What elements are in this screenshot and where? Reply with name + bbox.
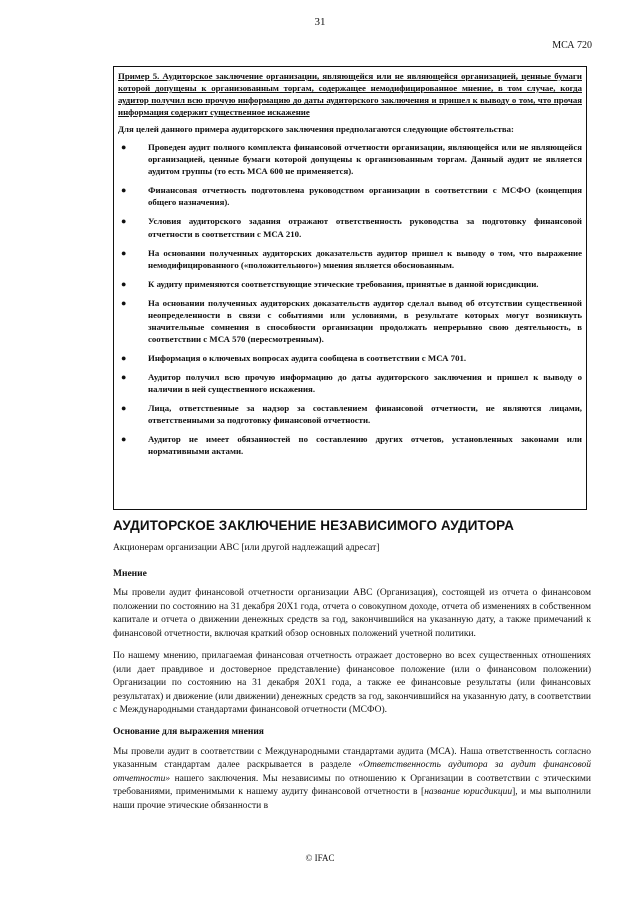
footer-copyright: © IFAC bbox=[305, 853, 335, 863]
list-item-text: Аудитор не имеет обязанностей по составлению других отчетов, установленных законами или нормативными актами. bbox=[148, 434, 582, 457]
bullet-icon: ● bbox=[121, 216, 127, 227]
jurisdiction-placeholder: название юрисдикции bbox=[424, 787, 513, 798]
document-code: МСА 720 bbox=[552, 40, 592, 51]
list-item bbox=[118, 247, 582, 271]
list-item bbox=[118, 433, 582, 457]
bullet-icon: ● bbox=[121, 371, 127, 382]
bullet-icon: ● bbox=[121, 403, 127, 414]
bullet-icon: ● bbox=[121, 297, 127, 308]
list-item-text: Условия аудиторского задания отражают ответственность руководства за подготовку финансовой отчетности в соответствии с МСА 210. bbox=[148, 216, 582, 239]
opinion-paragraph-2: По нашему мнению, прилагаемая финансовая отчетность отражает достоверно во всех существенных отношениях (или дает правдивое и достоверное представление) финансовое положение (или о финансовом положении) Организации по состоянию на 31 декабря 20Х1 года, а также ее финансовые результаты (или финансовых результатах) и движение (или движении) денежных средств за год, закончившийся на указанную дату, в соответствии с Международными стандартами финансовой отчетности (МСФО). bbox=[113, 651, 591, 715]
list-item bbox=[118, 402, 582, 426]
list-item-text: Лица, ответственные за надзор за составлением финансовой отчетности, не являются лицами, ответственными за подготовку финансовой отчетности. bbox=[148, 403, 582, 426]
list-item-text: Информация о ключевых вопросах аудита сообщена в соответствии с МСА 701. bbox=[148, 352, 467, 363]
example-title: Пример 5. Аудиторское заключение организации, являющейся или не являющейся организацией, ценные бумаги которой допущены к организованным торгам, содержащее немодифицированное мнение, в том случае, когда аудитор получил всю прочую информацию до даты аудиторского заключения и пришел к выводу о том, что прочая информация содержит существенное искажение bbox=[118, 71, 582, 118]
auditor-report bbox=[113, 516, 591, 822]
basis-paragraph bbox=[113, 746, 591, 813]
basis-heading: Основание для выражения мнения bbox=[113, 727, 264, 738]
list-item bbox=[118, 141, 582, 177]
bullet-icon: ● bbox=[121, 434, 127, 445]
list-item bbox=[118, 215, 582, 239]
list-item-text: К аудиту применяются соответствующие этические требования, принятые в данной юрисдикции. bbox=[148, 278, 539, 289]
bullet-icon: ● bbox=[121, 142, 127, 153]
report-title: АУДИТОРСКОЕ ЗАКЛЮЧЕНИЕ НЕЗАВИСИМОГО АУДИТОРА bbox=[113, 518, 514, 533]
basis-text-3: ], и мы выполнили наши прочие этические обязанности в bbox=[113, 787, 592, 811]
example-box bbox=[113, 66, 587, 510]
bullet-icon: ● bbox=[121, 278, 127, 289]
basis-text-1: Мы провели аудит в соответствии с Международными стандартами аудита (МСА). Наша ответственность согласно указанным стандартам далее раскрывается в разделе bbox=[113, 746, 591, 771]
list-item-text: Аудитор получил всю прочую информацию до даты аудиторского заключения и пришел к выводу о наличии в ней существенного искажения. bbox=[148, 371, 582, 394]
list-item-text: На основании полученных аудиторских доказательств аудитор пришел к выводу о том, что выражение немодифицированного («положительного») мнения является обоснованным. bbox=[148, 247, 582, 270]
list-item bbox=[118, 278, 582, 290]
list-item-text: Проведен аудит полного комплекта финансовой отчетности организации, являющейся или не являющейся организацией, ценные бумаги которой допущены к организованным торгам. Данный аудит не является аудитом группы (то есть МСА 600 не применяется). bbox=[148, 142, 582, 177]
basis-section-reference: «Ответственность аудитора за аудит финансовой отчетности» bbox=[113, 760, 591, 784]
basis-text-2: нашего заключения. Мы независимы по отношению к Организации в соответствии с этическими требованиями, применимыми к нашему аудиту финансовой отчетности в [ bbox=[113, 773, 591, 798]
list-item bbox=[118, 352, 582, 364]
list-item bbox=[118, 297, 582, 345]
list-item bbox=[118, 371, 582, 395]
page-number: 31 bbox=[314, 16, 326, 28]
bullet-icon: ● bbox=[121, 247, 127, 258]
addressee: Акционерам организации АВС [или другой надлежащий адресат] bbox=[113, 543, 380, 554]
list-item-text: Финансовая отчетность подготовлена руководством организации в соответствии с МСФО (концепция общего назначения). bbox=[148, 185, 582, 208]
list-item bbox=[118, 184, 582, 208]
opinion-paragraph-1: Мы провели аудит финансовой отчетности организации АВС (Организация), состоящей из отчета о финансовом положении по состоянию на 31 декабря 20Х1 года, отчета о совокупном доходе, отчета об изменениях в собственном капитале и отчета о движении денежных средств за год, закончившийся на указанную дату, а также примечаний к финансовой отчетности, включая краткий обзор основных положений учетной политики. bbox=[113, 588, 591, 639]
example-intro: Для целей данного примера аудиторского заключения предполагаются следующие обстоятельства: bbox=[118, 124, 514, 135]
bullet-icon: ● bbox=[121, 352, 127, 363]
opinion-heading: Мнение bbox=[113, 568, 147, 579]
circumstances-list bbox=[118, 141, 582, 457]
list-item-text: На основании полученных аудиторских доказательств аудитор сделал вывод об отсутствии существенной неопределенности в связи с событиями или условиями, в результате которых могут возникнуть значительные сомнения в способности организации продолжать непрерывно свою деятельность, в соответствии с МСА 570 (пересмотренным). bbox=[148, 297, 582, 344]
bullet-icon: ● bbox=[121, 185, 127, 196]
